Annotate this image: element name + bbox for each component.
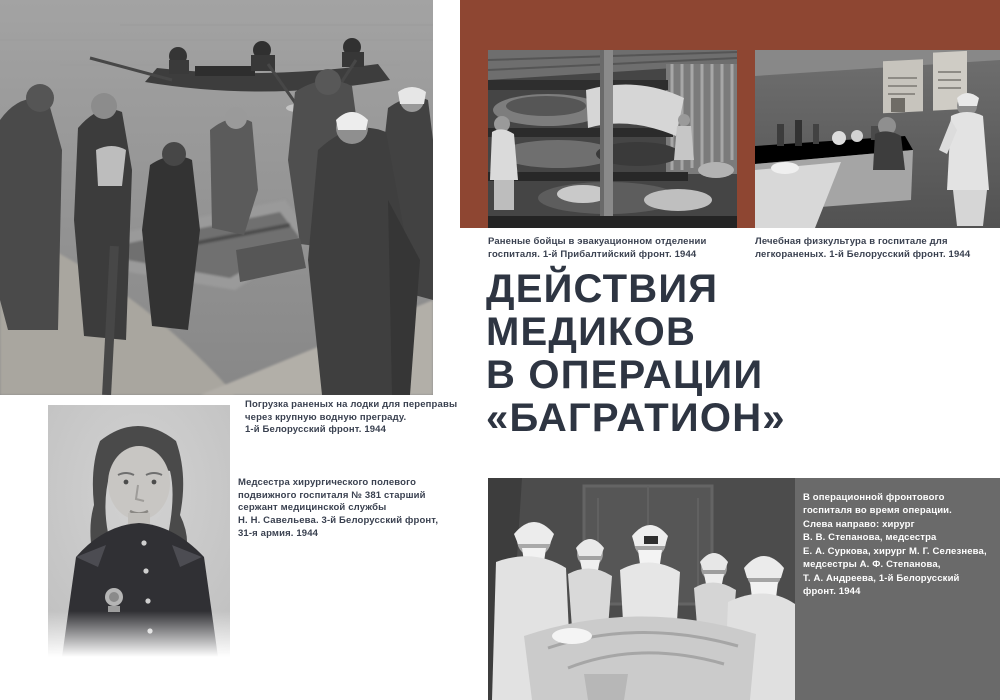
caption-river-crossing [245, 399, 457, 437]
photo-operating-room [488, 478, 795, 700]
page-title [486, 268, 786, 440]
caption-line: Погрузка раненых на лодки для переправы [245, 399, 458, 410]
caption-line: медсестры А. Ф. Степанова, [803, 559, 941, 571]
photo-river-crossing [0, 0, 433, 395]
caption-line: Т. А. Андреева, 1-й Белорусский [803, 572, 960, 584]
photo-physical-therapy [755, 50, 1000, 228]
caption-line: легкораненых. 1-й Белорусский фронт. 1944 [755, 248, 971, 260]
caption-nurse-portrait [238, 477, 438, 541]
operating-room-caption-panel [795, 478, 1000, 700]
caption-line: Е. А. Суркова, хирург М. Г. Селезнева, [803, 545, 987, 557]
title-line: ДЕЙСТВИЯ [486, 267, 719, 311]
caption-line: Лечебная физкультура в госпитале для [755, 236, 948, 247]
caption-line: сержант медицинской службы [238, 502, 387, 514]
caption-line: госпиталя во время операции. [803, 505, 952, 517]
title-line: МЕДИКОВ [486, 310, 697, 354]
caption-line: Слева направо: хирург [803, 518, 915, 530]
caption-line: В операционной фронтового [803, 492, 945, 503]
photo-evacuation-ward [488, 50, 737, 228]
caption-line: фронт. 1944 [803, 586, 861, 598]
caption-line: Н. Н. Савельева. 3-й Белорусский фронт, [238, 515, 439, 527]
caption-operating-room [803, 491, 992, 599]
title-line: В ОПЕРАЦИИ [486, 353, 764, 397]
operating-table [524, 616, 756, 700]
title-line: «БАГРАТИОН» [486, 396, 786, 440]
caption-line: Медсестра хирургического полевого [238, 477, 417, 488]
caption-physical-therapy [755, 236, 970, 261]
caption-line: В. В. Степанова, медсестра [803, 532, 937, 544]
caption-line: 1-й Белорусский фронт. 1944 [245, 424, 387, 436]
caption-line: через крупную водную преграду. [245, 411, 407, 423]
caption-evacuation-ward [488, 236, 707, 261]
caption-line: Раненые бойцы в эвакуационном отделении [488, 236, 707, 247]
caption-line: подвижного госпиталя № 381 старший [238, 489, 426, 501]
caption-line: госпиталя. 1-й Прибалтийский фронт. 1944 [488, 248, 697, 260]
caption-line: 31-я армия. 1944 [238, 527, 319, 539]
photo-nurse-portrait [48, 405, 230, 657]
